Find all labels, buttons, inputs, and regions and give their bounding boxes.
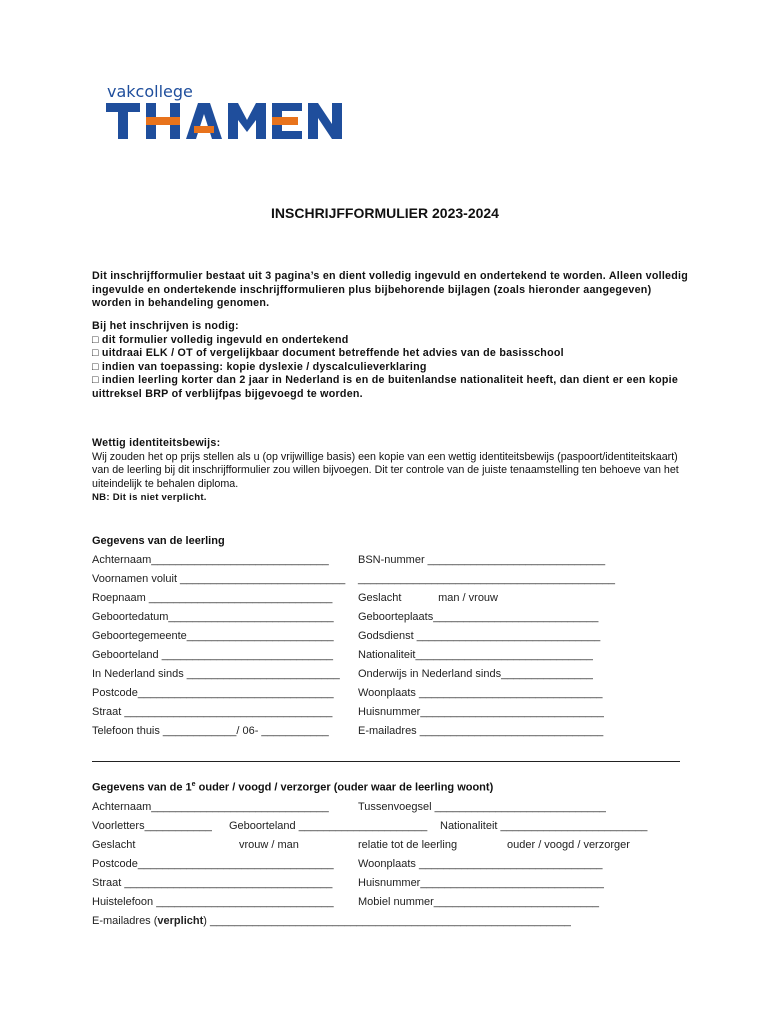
field-geboorteland[interactable]: Geboorteland ____________________________ <box>92 649 334 661</box>
parent-field-woonplaats[interactable]: Woonplaats ______________________________ <box>358 858 603 870</box>
logo-subtitle: vakcollege <box>107 82 193 101</box>
field-in-nederland-sinds[interactable]: In Nederland sinds _________________________ <box>92 668 340 680</box>
intro-text: Dit inschrijfformulier bestaat uit 3 pagina’s en dient volledig ingevuld en ondertekend te worden. Alleen volledig ingevulde en ondertekende inschrijfformulieren plus bijbehorende bijlagen (zoals hieronder aangegeven) worden in behandeling genomen. <box>92 270 689 310</box>
parent-geslacht-label: Geslacht <box>92 839 136 851</box>
parent-relatie-label: relatie tot de leerling <box>358 839 458 851</box>
field-woonplaats[interactable]: Woonplaats ______________________________ <box>358 687 603 699</box>
requirements-heading: Bij het inschrijven is nodig: <box>92 320 239 332</box>
logo-wordmark: THAMEN <box>104 100 109 101</box>
field-voornamen-cont[interactable]: __________________________________________ <box>358 573 615 585</box>
parent-relatie-options[interactable]: ouder / voogd / verzorger <box>507 839 630 851</box>
field-postcode[interactable]: Postcode________________________________ <box>92 687 334 699</box>
field-geboorteplaats[interactable]: Geboorteplaats___________________________ <box>358 611 599 623</box>
parent-field-nationaliteit[interactable]: Nationaliteit ________________________ <box>440 820 648 832</box>
field-geboortedatum[interactable]: Geboortedatum___________________________ <box>92 611 334 623</box>
field-voornamen[interactable]: Voornamen voluit ___________________________ <box>92 573 346 585</box>
parent-field-huisnummer[interactable]: Huisnummer______________________________ <box>358 877 604 889</box>
requirement-item: □ indien van toepassing: kopie dyslexie / dyscalculieverklaring <box>92 360 427 373</box>
parent-field-achternaam[interactable]: Achternaam_____________________________ <box>92 801 329 813</box>
parent-field-mobiel[interactable]: Mobiel nummer___________________________ <box>358 896 599 908</box>
parent-field-postcode[interactable]: Postcode________________________________ <box>92 858 334 870</box>
field-telefoon-thuis[interactable]: Telefoon thuis ____________/ 06- ___________ <box>92 725 329 737</box>
field-achternaam[interactable]: Achternaam_____________________________ <box>92 554 329 566</box>
parent-field-emailadres[interactable]: E-mailadres (verplicht) ___________________________________________________________ <box>92 915 571 927</box>
parent-field-huistelefoon[interactable]: Huistelefoon _____________________________ <box>92 896 334 908</box>
parent-heading: Gegevens van de 1e ouder / voogd / verzorger (ouder waar de leerling woont) <box>92 781 494 794</box>
field-nationaliteit[interactable]: Nationaliteit_____________________________ <box>358 649 593 661</box>
parent-field-straat[interactable]: Straat __________________________________ <box>92 877 333 889</box>
field-huisnummer[interactable]: Huisnummer______________________________ <box>358 706 604 718</box>
requirement-item: □ indien leerling korter dan 2 jaar in Nederland is en de buitenlandse nationaliteit heeft, dan dient er een kopie uittreksel BRP of verblijfpas bijgevoegd te worden. <box>92 374 679 400</box>
field-godsdienst[interactable]: Godsdienst ______________________________ <box>358 630 601 642</box>
field-geboortegemeente[interactable]: Geboortegemeente________________________ <box>92 630 334 642</box>
field-geslacht[interactable]: Geslacht man / vrouw <box>358 592 498 604</box>
field-straat[interactable]: Straat __________________________________ <box>92 706 333 718</box>
field-onderwijs-nl-sinds[interactable]: Onderwijs in Nederland sinds_______________ <box>358 668 593 680</box>
parent-geslacht-options[interactable]: vrouw / man <box>239 839 299 851</box>
id-heading: Wettig identiteitsbewijs: <box>92 437 221 449</box>
field-roepnaam[interactable]: Roepnaam ______________________________ <box>92 592 333 604</box>
parent-field-geboorteland[interactable]: Geboorteland _____________________ <box>229 820 428 832</box>
requirement-item: □ uitdraai ELK / OT of vergelijkbaar document betreffende het advies van de basisschool <box>92 347 564 360</box>
section-divider <box>92 761 680 762</box>
field-emailadres[interactable]: E-mailadres ______________________________ <box>358 725 604 737</box>
id-text: Wij zouden het op prijs stellen als u (op vrijwillige basis) een kopie van een wettig identiteitsbewijs (paspoort/identiteitskaart) van de leerling bij dit inschrijfformulier zou willen bijvoegen. Dit ter controle van de juiste tenaamstelling ten behoeve van het uiteindelijk te behalen diploma. <box>92 450 679 490</box>
student-heading: Gegevens van de leerling <box>92 535 225 547</box>
id-section <box>92 437 692 505</box>
parent-field-voorletters[interactable]: Voorletters___________ <box>92 820 212 832</box>
school-logo <box>104 100 344 142</box>
field-bsn[interactable]: BSN-nummer _____________________________ <box>358 554 606 566</box>
id-note: NB: Dit is niet verplicht. <box>92 492 207 504</box>
parent-field-tussenvoegsel[interactable]: Tussenvoegsel ____________________________ <box>358 801 606 813</box>
requirements-list <box>92 320 692 402</box>
form-title: INSCHRIJFFORMULIER 2023-2024 <box>271 205 499 221</box>
requirement-item: □ dit formulier volledig ingevuld en ondertekend <box>92 333 349 346</box>
